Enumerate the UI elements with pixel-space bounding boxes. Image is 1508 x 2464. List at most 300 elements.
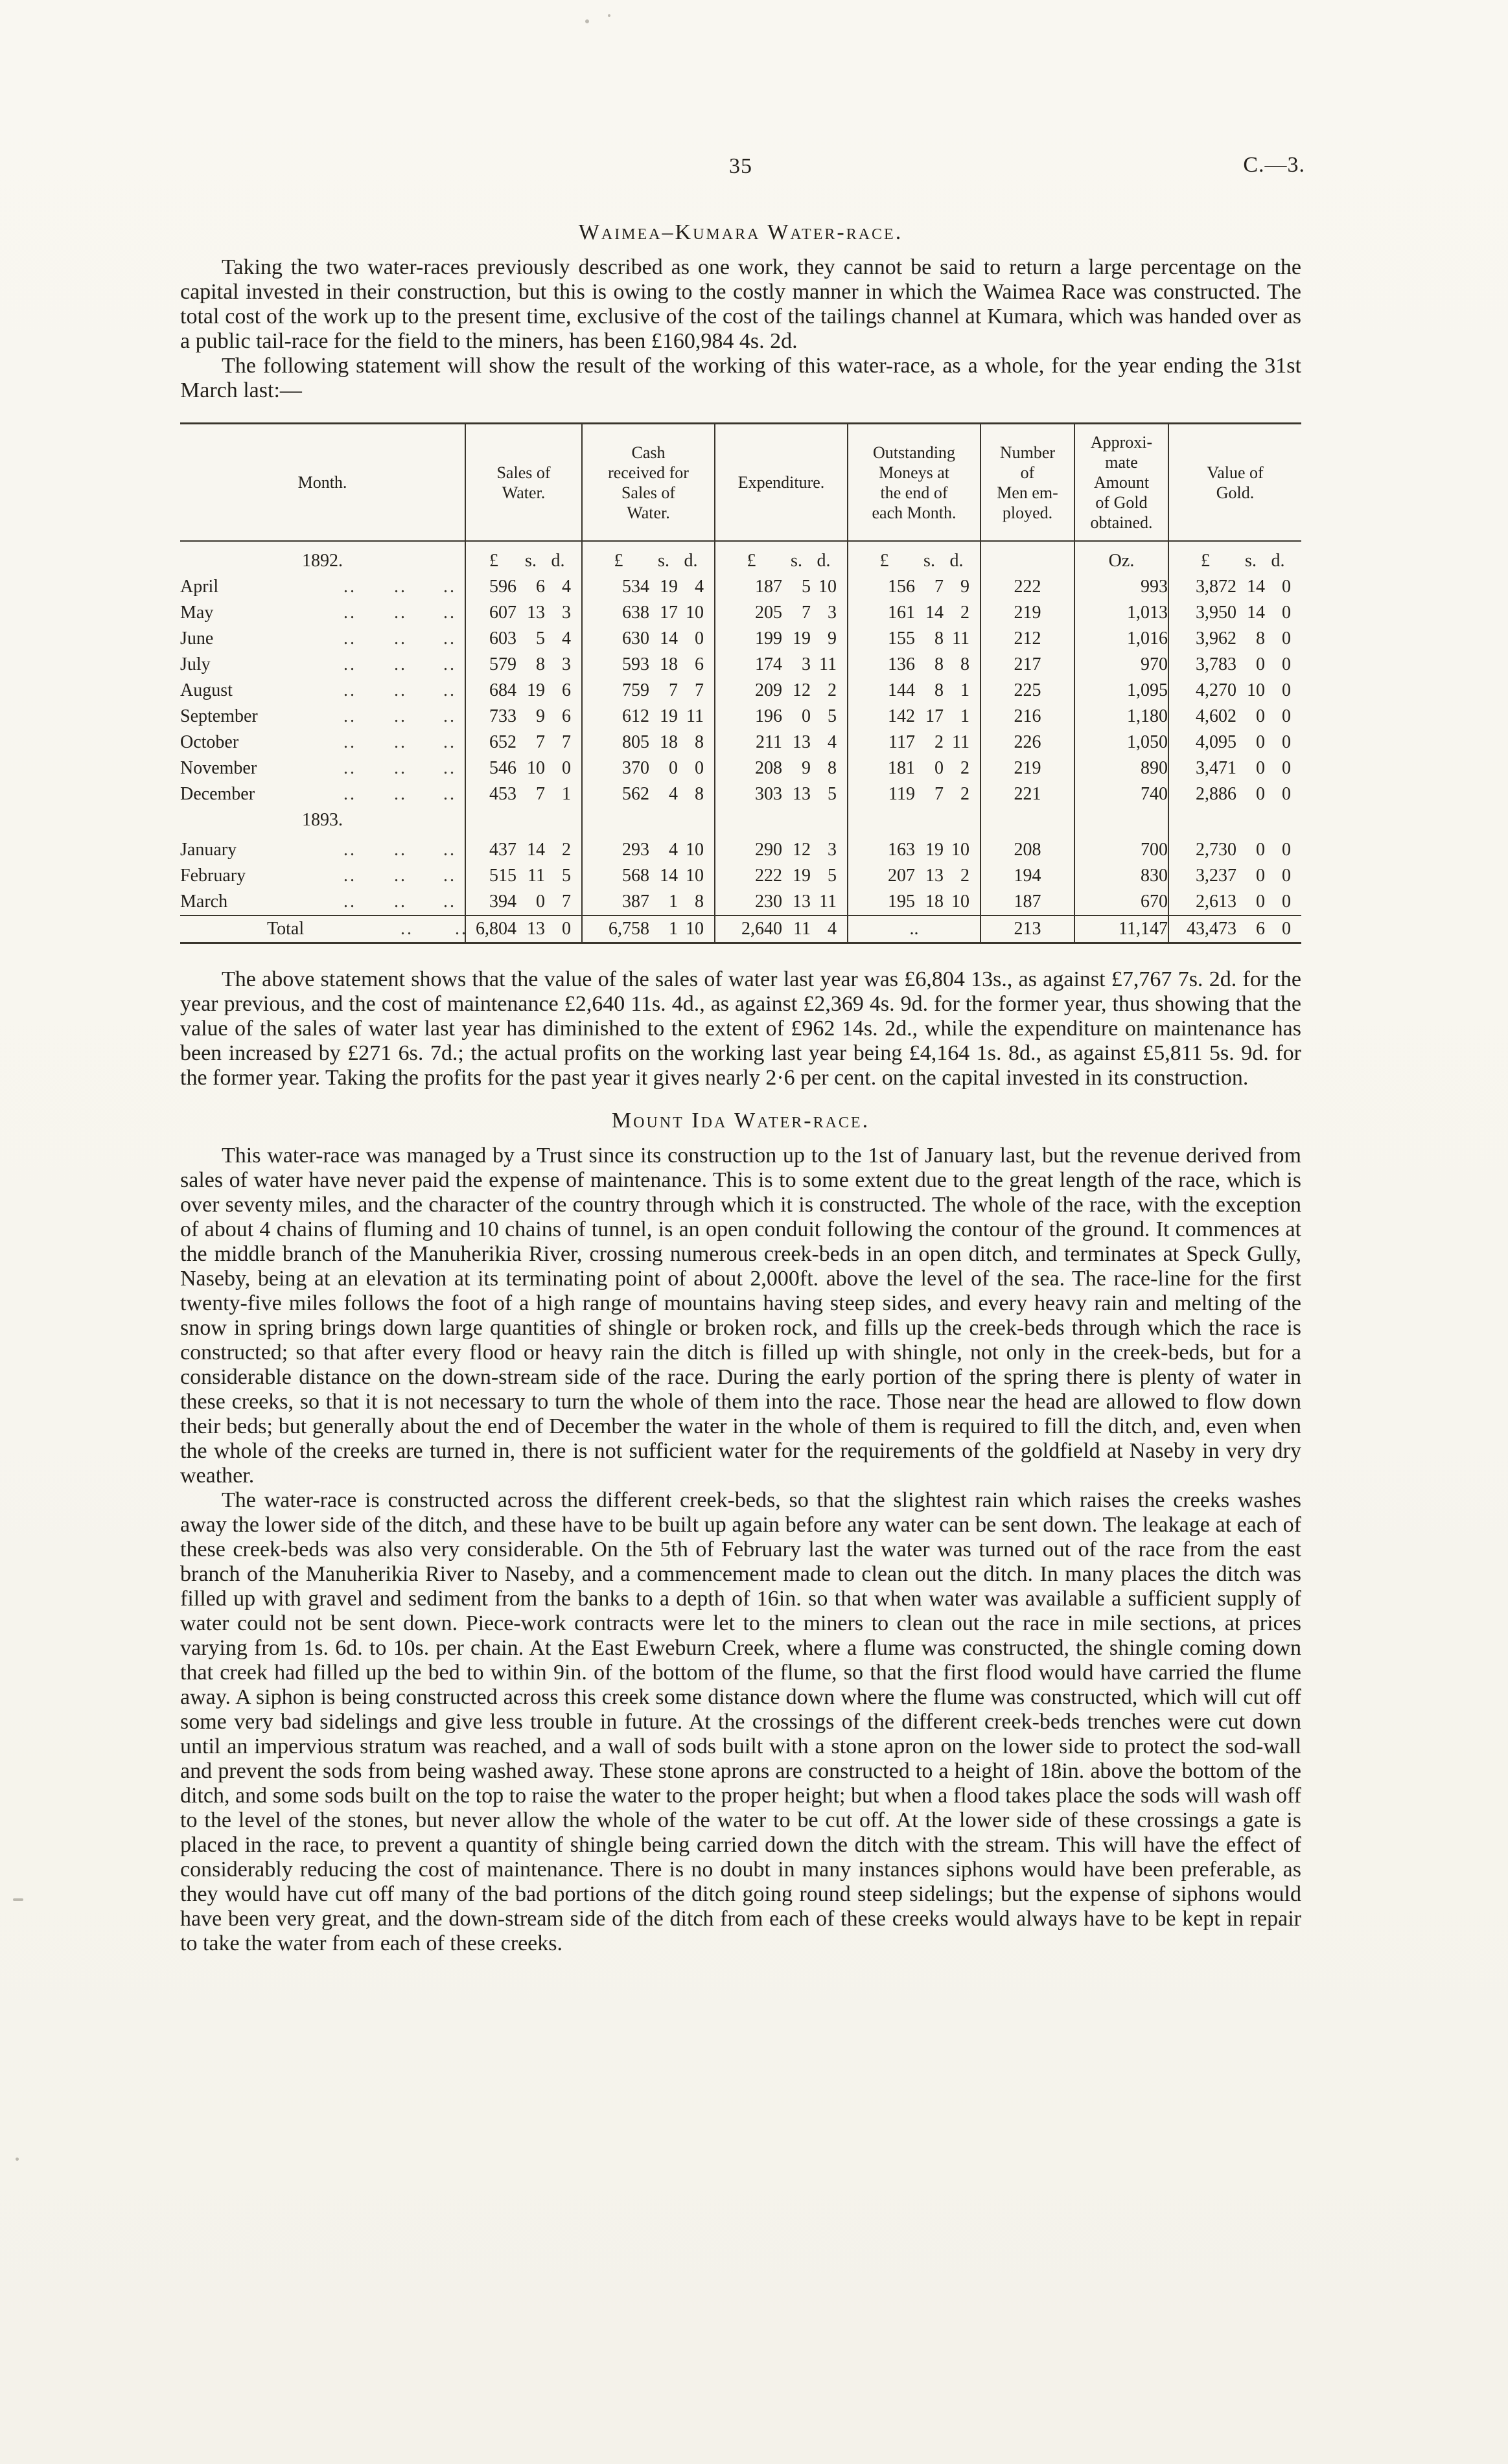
cell-men-employed: 219 — [980, 600, 1074, 626]
pence-value: 5 — [562, 866, 571, 886]
shillings-value: 19 — [527, 680, 545, 700]
cell-cash-received — [582, 730, 715, 755]
paragraph-waimea-3: The above statement shows that the value of the sales of water last year was £6,804 13s., as against £7,767 7s. 2d. for the year previous, and the cost of maintenance £2,640 11s. 4d., as against £2,369 4s. 9d. for the former year, thus showing that the value of the sales of water last year has diminished to the extent of £962 14s. 2d., while the expenditure on maintenance has been increased by £271 6s. 7d.; the actual profits on the working last year being £4,164 1s. 8d., as against £5,811 5s. 9d. for the former year. Taking the profits for the past year it gives nearly 2·6 per cent. on the capital invested in its construction. — [180, 967, 1301, 1090]
dot-leader: .. — [343, 577, 356, 597]
outstanding-moneys-value — [848, 837, 980, 863]
table-row — [180, 781, 1301, 807]
cash-received-value — [583, 863, 714, 889]
outstanding-moneys-value — [848, 626, 980, 652]
cell-month — [180, 889, 465, 915]
dot-leader: .. — [394, 603, 407, 623]
sales-value — [466, 626, 581, 652]
shillings-value: 12 — [793, 840, 811, 860]
sales-value — [466, 730, 581, 755]
pounds-value: 181 — [888, 758, 915, 778]
cell-total-gold: 11,147 — [1074, 915, 1168, 943]
sales-value — [466, 889, 581, 915]
shillings-value: 17 — [660, 603, 678, 623]
pounds-value: 612 — [622, 706, 649, 726]
cell-month — [180, 704, 465, 730]
pence-value: 2 — [562, 840, 571, 860]
expenditure-value — [715, 730, 847, 755]
dot-leader: .. — [394, 892, 407, 912]
total-expenditure-value — [715, 916, 847, 942]
cell-sales — [465, 837, 582, 863]
total-row — [180, 915, 1301, 943]
shillings-value: 12 — [793, 680, 811, 700]
shillings-value: 0 — [1256, 784, 1265, 804]
unit-cell-men-blank — [980, 541, 1074, 574]
pounds-value: 453 — [489, 784, 516, 804]
month-label: November — [180, 758, 257, 778]
pound-sign: £ — [614, 551, 623, 571]
empty-cell — [1168, 807, 1301, 837]
shillings-value: 1 — [669, 892, 678, 912]
dot-leader: .. — [343, 603, 356, 623]
shillings-value: 0 — [536, 892, 545, 912]
dot-leader: .. — [343, 706, 356, 726]
outstanding-moneys-value — [848, 574, 980, 600]
header-row — [180, 424, 1301, 542]
cell-outstanding-moneys — [848, 781, 980, 807]
outstanding-moneys-value — [848, 889, 980, 915]
pence-value: 6 — [562, 680, 571, 700]
cell-cash-received — [582, 704, 715, 730]
sales-value — [466, 652, 581, 678]
cell-cash-received — [582, 678, 715, 704]
page-header — [180, 153, 1305, 185]
dot-leader: .. — [400, 919, 413, 939]
year-label-1892: 1892. — [302, 551, 343, 571]
cell-men-employed: 212 — [980, 626, 1074, 652]
pence-value: 10 — [686, 866, 704, 886]
dot-leader: .. — [455, 919, 468, 939]
pounds-value: 222 — [755, 866, 782, 886]
shillings-value: 5 — [802, 577, 811, 597]
shillings-value: 1 — [669, 919, 678, 939]
pence-unit: d. — [684, 551, 698, 571]
shillings-value: 14 — [660, 866, 678, 886]
shillings-value: 8 — [934, 654, 944, 674]
shillings-value: 7 — [536, 784, 545, 804]
empty-cell — [980, 807, 1074, 837]
cell-outstanding-moneys — [848, 704, 980, 730]
gold-value-value — [1169, 652, 1301, 678]
expenditure-value — [715, 781, 847, 807]
dot-leader: .. — [343, 758, 356, 778]
gold-value-value — [1169, 755, 1301, 781]
money-units — [1169, 548, 1301, 574]
pence-value: 5 — [828, 784, 837, 804]
cell-expenditure — [715, 652, 848, 678]
cell-outstanding-moneys — [848, 678, 980, 704]
cell-gold-value — [1168, 574, 1301, 600]
pence-value: 1 — [960, 706, 969, 726]
shillings-value: 6 — [1256, 919, 1265, 939]
pounds-value: 596 — [489, 577, 516, 597]
cell-expenditure — [715, 574, 848, 600]
outstanding-moneys-value — [848, 755, 980, 781]
expenditure-value — [715, 574, 847, 600]
scan-speck — [585, 19, 589, 23]
cell-outstanding-moneys — [848, 755, 980, 781]
cell-expenditure — [715, 626, 848, 652]
pence-value: 8 — [695, 784, 704, 804]
cell-expenditure — [715, 755, 848, 781]
pounds-value: 3,783 — [1196, 654, 1236, 674]
pence-value: 0 — [1282, 866, 1291, 886]
pounds-value: 652 — [489, 732, 516, 752]
shillings-value: 14 — [527, 840, 545, 860]
cell-men-employed: 217 — [980, 652, 1074, 678]
pence-value: 11 — [819, 892, 837, 912]
pounds-value: 733 — [489, 706, 516, 726]
pence-value: 0 — [1282, 706, 1291, 726]
shillings-value: 13 — [793, 732, 811, 752]
pence-value: 10 — [686, 603, 704, 623]
pounds-value: 534 — [622, 577, 649, 597]
gold-value-value — [1169, 678, 1301, 704]
outstanding-moneys-value — [848, 781, 980, 807]
cell-expenditure — [715, 837, 848, 863]
pence-value: 11 — [952, 732, 969, 752]
cell-outstanding-moneys — [848, 652, 980, 678]
cell-expenditure — [715, 781, 848, 807]
pence-value: 0 — [562, 919, 571, 939]
dot-leader: .. — [443, 577, 456, 597]
year-label-1893: 1893. — [302, 810, 343, 830]
pence-value: 11 — [952, 628, 969, 649]
pound-sign: £ — [747, 551, 756, 571]
pounds-value: 142 — [888, 706, 915, 726]
doc-reference: C.—3. — [1243, 153, 1305, 177]
cell-expenditure — [715, 730, 848, 755]
pence-value: 0 — [1282, 680, 1291, 700]
expenditure-value — [715, 889, 847, 915]
dot-leader: .. — [443, 603, 456, 623]
outstanding-moneys-value — [848, 863, 980, 889]
cell-gold-value — [1168, 863, 1301, 889]
sales-value — [466, 600, 581, 626]
pounds-value: 805 — [622, 732, 649, 752]
cell-total-expenditure — [715, 915, 848, 943]
month-label: March — [180, 892, 228, 912]
cell-outstanding-moneys — [848, 837, 980, 863]
cell-gold-value — [1168, 652, 1301, 678]
cash-received-value — [583, 755, 714, 781]
cell-gold-value — [1168, 678, 1301, 704]
cell-total-cash — [582, 915, 715, 943]
cell-men-employed: 226 — [980, 730, 1074, 755]
pounds-value: 119 — [888, 784, 915, 804]
pence-value: 10 — [818, 577, 837, 597]
pence-value: 0 — [1282, 784, 1291, 804]
pence-value: 7 — [695, 680, 704, 700]
cell-cash-received — [582, 889, 715, 915]
dot-leader: .. — [394, 654, 407, 674]
pence-value: 2 — [960, 784, 969, 804]
sales-value — [466, 863, 581, 889]
pounds-value: 370 — [622, 758, 649, 778]
shillings-value: 13 — [793, 784, 811, 804]
cell-gold-value — [1168, 600, 1301, 626]
total-cash-value — [583, 916, 714, 942]
shillings-value: 11 — [793, 919, 811, 939]
pounds-value: 568 — [622, 866, 649, 886]
pounds-value: 209 — [755, 680, 782, 700]
outstanding-moneys-value — [848, 730, 980, 755]
cell-sales — [465, 863, 582, 889]
pounds-value: 607 — [489, 603, 516, 623]
cell-gold-value — [1168, 755, 1301, 781]
cell-sales — [465, 781, 582, 807]
pound-sign: £ — [879, 551, 889, 571]
section-heading-mount-ida: Mount Ida Water-race. — [611, 1109, 870, 1133]
cell-cash-received — [582, 837, 715, 863]
shillings-value: 18 — [660, 732, 678, 752]
pounds-value: 117 — [888, 732, 915, 752]
unit-cell-sales — [465, 541, 582, 574]
dot-leader: .. — [443, 758, 456, 778]
cell-men-employed: 219 — [980, 755, 1074, 781]
money-units — [583, 548, 714, 574]
pence-value: 10 — [686, 840, 704, 860]
pounds-value: 4,095 — [1196, 732, 1236, 752]
shillings-unit: s. — [1245, 551, 1257, 571]
column-header-men-employed: Number of Men em- ployed. — [980, 424, 1074, 542]
pence-value: 0 — [1282, 577, 1291, 597]
cell-cash-received — [582, 863, 715, 889]
table-row — [180, 652, 1301, 678]
pence-value: 7 — [562, 892, 571, 912]
cell-sales — [465, 678, 582, 704]
pounds-value: 3,872 — [1196, 577, 1236, 597]
dot-leader: .. — [343, 732, 356, 752]
shillings-value: 0 — [1256, 706, 1265, 726]
month-label: June — [180, 628, 214, 649]
gold-value-value — [1169, 626, 1301, 652]
cell-month — [180, 678, 465, 704]
sales-value — [466, 704, 581, 730]
shillings-value: 8 — [934, 628, 944, 649]
cell-outstanding-moneys — [848, 730, 980, 755]
pounds-value: 437 — [489, 840, 516, 860]
shillings-value: 4 — [669, 784, 678, 804]
table-header — [180, 424, 1301, 542]
cell-gold-value — [1168, 626, 1301, 652]
cell-cash-received — [582, 574, 715, 600]
shillings-value: 5 — [536, 628, 545, 649]
cell-outstanding-moneys — [848, 863, 980, 889]
pounds-value: 3,950 — [1196, 603, 1236, 623]
column-header-cash-received: Cash received for Sales of Water. — [582, 424, 715, 542]
cell-total-sales — [465, 915, 582, 943]
pounds-value: 515 — [489, 866, 516, 886]
cell-total-gold-value — [1168, 915, 1301, 943]
shillings-unit: s. — [525, 551, 537, 571]
cell-expenditure — [715, 863, 848, 889]
pence-value: 0 — [1282, 758, 1291, 778]
month-label: October — [180, 732, 239, 752]
pound-sign: £ — [1201, 551, 1210, 571]
cell-sales — [465, 730, 582, 755]
dot-leader: .. — [394, 784, 407, 804]
cell-month — [180, 730, 465, 755]
shillings-value: 7 — [934, 784, 944, 804]
pence-value: 10 — [686, 919, 704, 939]
pounds-value: 3,471 — [1196, 758, 1236, 778]
shillings-value: 0 — [934, 758, 944, 778]
cell-gold-oz: 1,013 — [1074, 600, 1168, 626]
column-header-gold-obtained: Approxi- mate Amount of Gold obtained. — [1074, 424, 1168, 542]
dot-leader: .. — [343, 892, 356, 912]
gold-value-value — [1169, 781, 1301, 807]
cell-gold-oz: 890 — [1074, 755, 1168, 781]
cash-received-value — [583, 781, 714, 807]
pence-value: 0 — [1282, 603, 1291, 623]
shillings-value: 14 — [1247, 577, 1265, 597]
cell-expenditure — [715, 678, 848, 704]
shillings-value: 18 — [925, 892, 944, 912]
cell-month — [180, 574, 465, 600]
table-units-section — [180, 541, 1301, 574]
cell-sales — [465, 574, 582, 600]
month-label: February — [180, 866, 246, 886]
pounds-value: 161 — [888, 603, 915, 623]
pence-unit: d. — [817, 551, 831, 571]
pence-value: 0 — [1282, 919, 1291, 939]
sales-value — [466, 781, 581, 807]
pence-unit: d. — [949, 551, 964, 571]
pounds-value: 163 — [888, 840, 915, 860]
month-label: May — [180, 603, 214, 623]
month-label: January — [180, 840, 237, 860]
gold-value-value — [1169, 600, 1301, 626]
dot-leader: .. — [443, 732, 456, 752]
pence-value: 1 — [960, 680, 969, 700]
dot-leader: .. — [394, 866, 407, 886]
table-row — [180, 626, 1301, 652]
gold-value-value — [1169, 730, 1301, 755]
pounds-value: 2,886 — [1196, 784, 1236, 804]
table-row — [180, 863, 1301, 889]
month-label: August — [180, 680, 233, 700]
shillings-value: 13 — [925, 866, 944, 886]
outstanding-moneys-value — [848, 600, 980, 626]
pounds-value: 3,962 — [1196, 628, 1236, 649]
pounds-value: 6,758 — [609, 919, 649, 939]
empty-cell — [582, 807, 715, 837]
pounds-value: 546 — [489, 758, 516, 778]
cell-sales — [465, 652, 582, 678]
shillings-value: 6 — [536, 577, 545, 597]
pounds-value: 2,730 — [1196, 840, 1236, 860]
shillings-value: 14 — [1247, 603, 1265, 623]
cell-outstanding-moneys — [848, 574, 980, 600]
dot-leader: .. — [394, 706, 407, 726]
sales-value — [466, 837, 581, 863]
pence-value: 4 — [695, 577, 704, 597]
dot-leader: .. — [443, 706, 456, 726]
unit-cell-expenditure — [715, 541, 848, 574]
expenditure-value — [715, 863, 847, 889]
money-units — [848, 548, 980, 574]
unit-cell-gold-oz: Oz. — [1074, 541, 1168, 574]
expenditure-value — [715, 626, 847, 652]
pence-value: 4 — [562, 628, 571, 649]
pounds-value: 4,270 — [1196, 680, 1236, 700]
column-header-expenditure: Expenditure. — [715, 424, 848, 542]
dot-leader: .. — [443, 680, 456, 700]
paragraph-mount-ida-1: This water-race was managed by a Trust since its construction up to the 1st of January last, but the revenue derived from sales of water have never paid the expense of maintenance. This is to some extent due to the great length of the race, which is over seventy miles, and the character of the country through which it is constructed. The whole of the race, with the exception of about 4 chains of fluming and 10 chains of tunnel, is an open conduit following the contour of the ground. It commences at the middle branch of the Manuherikia River, crossing numerous creek-beds in an open ditch, and terminates at Speck Gully, Naseby, being at an elevation at its terminating point of about 2,000ft. above the level of the sea. The race-line for the first twenty-five miles follows the foot of a high range of mountains having steep sides, and every heavy rain and melting of the snow in spring brings down large quantities of shingle or broken rock, and fills up the creek-beds through which the race is constructed; so that after every flood or heavy rain the ditch is filled up with shingle, not only in the creek-beds, but for a considerable distance on the down-stream side of the race. During the early portion of the spring there is plenty of water in these creeks, so that it is not necessary to turn the whole of them into the race. Those near the head are allowed to flow down their beds; but generally about the end of December the water in the whole of them is required to fill the ditch, and, even when the whole of the creeks are turned in, there is not sufficient water for the requirements of the goldfield at Naseby in very dry weather. — [180, 1144, 1301, 1488]
pence-value: 8 — [828, 758, 837, 778]
shillings-value: 8 — [1256, 628, 1265, 649]
pounds-value: 290 — [755, 840, 782, 860]
pence-value: 4 — [828, 919, 837, 939]
cell-gold-value — [1168, 781, 1301, 807]
shillings-value: 4 — [669, 840, 678, 860]
pounds-value: 3,237 — [1196, 866, 1236, 886]
pence-value: 4 — [562, 577, 571, 597]
pence-value: 8 — [695, 732, 704, 752]
expenditure-value — [715, 837, 847, 863]
cash-received-value — [583, 704, 714, 730]
pounds-value: 2,613 — [1196, 892, 1236, 912]
outstanding-moneys-value — [848, 652, 980, 678]
shillings-value: 9 — [802, 758, 811, 778]
sales-value — [466, 755, 581, 781]
empty-cell — [465, 807, 582, 837]
pounds-value: 4,602 — [1196, 706, 1236, 726]
dot-leader: .. — [343, 840, 356, 860]
empty-cell — [715, 807, 848, 837]
pence-value: 0 — [1282, 732, 1291, 752]
cell-month — [180, 755, 465, 781]
shillings-value: 17 — [925, 706, 944, 726]
pounds-value: 136 — [888, 654, 915, 674]
pounds-value: 196 — [755, 706, 782, 726]
pounds-value: 6,804 — [476, 919, 516, 939]
cell-expenditure — [715, 704, 848, 730]
pounds-value: 43,473 — [1187, 919, 1236, 939]
table-row — [180, 730, 1301, 755]
pence-value: 2 — [960, 603, 969, 623]
pound-sign: £ — [489, 551, 498, 571]
shillings-value: 19 — [660, 577, 678, 597]
pence-value: 0 — [1282, 840, 1291, 860]
pence-value: 3 — [828, 840, 837, 860]
cell-outstanding-moneys — [848, 889, 980, 915]
expenditure-value — [715, 678, 847, 704]
cell-sales — [465, 704, 582, 730]
pence-value: 6 — [562, 706, 571, 726]
shillings-unit: s. — [791, 551, 802, 571]
pounds-value: 2,640 — [741, 919, 782, 939]
pounds-value: 593 — [622, 654, 649, 674]
column-header-outstanding: Outstanding Moneys at the end of each Month. — [848, 424, 980, 542]
cell-sales — [465, 755, 582, 781]
pounds-value: 187 — [755, 577, 782, 597]
shillings-value: 2 — [934, 732, 944, 752]
shillings-unit: s. — [923, 551, 935, 571]
unit-cell-gold-value — [1168, 541, 1301, 574]
pence-value: 0 — [695, 628, 704, 649]
dot-leader: .. — [394, 628, 407, 649]
expenditure-value — [715, 704, 847, 730]
cell-gold-value — [1168, 730, 1301, 755]
shillings-value: 7 — [934, 577, 944, 597]
cell-year-1893 — [180, 807, 465, 837]
